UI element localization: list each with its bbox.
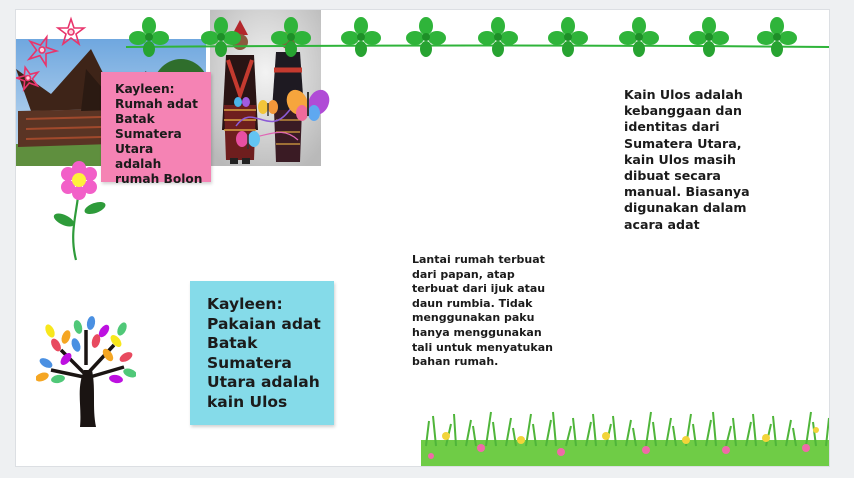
flower-stem-icon [51,158,113,263]
butterflies [228,82,333,157]
slide-canvas [15,9,830,467]
grass-border [421,406,830,467]
lantai-description[interactable]: Lantai rumah terbuat dari papan, atap terbuat dari ijuk atau daun rumbia. Tidak menggunakan paku hanya menggunakan tali untuk menyatukan bahan rumah. [412,253,553,369]
colorful-tree [36,315,136,427]
note-kain-ulos[interactable]: Kayleen: Pakaian adat Batak Sumatera Utara adalah kain Ulos [190,281,334,425]
pink-flowers-corner [16,10,96,100]
ulos-description[interactable]: Kain Ulos adalah kebanggaan dan identitas dari Sumatera Utara, kain Ulos masih dibuat secara manual. Biasanya digunakan dalam acara adat [624,87,750,232]
clover-garland [121,10,830,68]
note-rumah-bolon[interactable]: Kayleen: Rumah adat Batak Sumatera Utara adalah rumah Bolon [101,72,211,182]
